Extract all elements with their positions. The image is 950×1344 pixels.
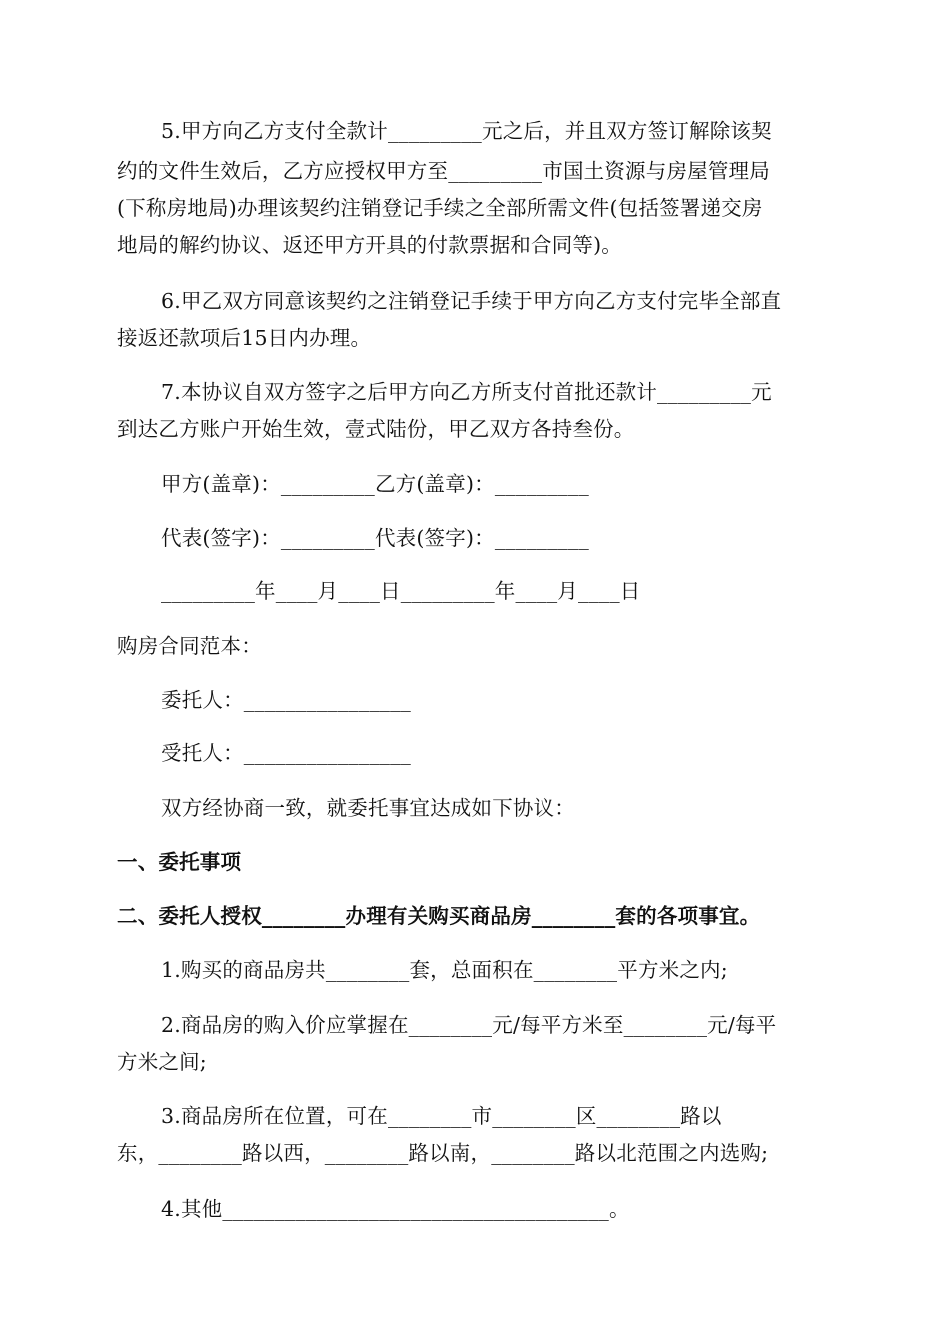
clause-7-line-2: 到达乙方账户开始生效，壹式陆份，甲乙双方各持叁份。 [117,417,635,441]
heading-authorization: 二、委托人授权________办理有关购买商品房________套的各项事宜。 [117,904,761,928]
principal-line: 委托人：________________ [161,688,411,712]
clause-6-line-2: 接返还款项后15日内办理。 [117,326,372,350]
agreement-intro: 双方经协商一致，就委托事宜达成如下协议： [161,796,575,820]
clause-6-line-1: 6.甲乙双方同意该契约之注销登记手续于甲方向乙方支付完毕全部直 [161,289,782,313]
item-2-line-1: 2.商品房的购入价应掌握在________元/每平方米至________元/每平 [161,1013,777,1037]
item-3-line-2: 东，________路以西，________路以南，________路以北范围之内选购; [117,1141,769,1165]
clause-5-line-2: 约的文件生效后，乙方应授权甲方至_________市国土资源与房屋管理局 [117,159,770,183]
item-2-line-2: 方米之间; [117,1050,207,1074]
heading-entrusted-matters: 一、委托事项 [117,850,242,874]
item-1: 1.购买的商品房共________套，总面积在________平方米之内; [161,958,728,982]
clause-7-line-1: 7.本协议自双方签字之后甲方向乙方所支付首批还款计_________元 [161,380,772,404]
party-seal-line: 甲方(盖章)：_________乙方(盖章)：_________ [161,472,589,496]
clause-5-line-3: (下称房地局)办理该契约注销登记手续之全部所需文件(包括签署递交房 [117,196,763,220]
section-title: 购房合同范本： [117,634,262,658]
clause-5-line-1: 5.甲方向乙方支付全款计_________元之后，并且双方签订解除该契 [161,119,772,143]
date-line: _________年____月____日_________年____月____日 [161,579,641,603]
representative-sign-line: 代表(签字)：_________代表(签字)：_________ [161,526,589,550]
item-3-line-1: 3.商品房所在位置，可在________市________区________路以 [161,1104,722,1128]
agent-line: 受托人：________________ [161,741,411,765]
clause-5-line-4: 地局的解约协议、返还甲方开具的付款票据和合同等)。 [117,233,622,257]
item-4: 4.其他_____________________________________。 [161,1197,630,1221]
